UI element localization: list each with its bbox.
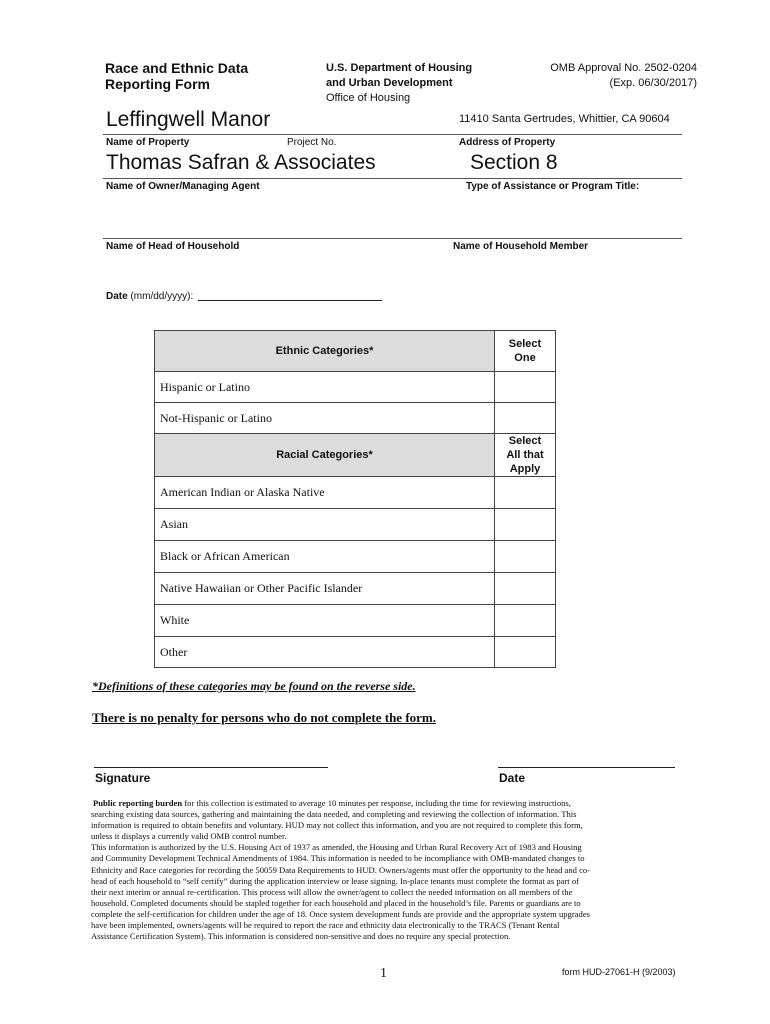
definitions-note: *Definitions of these categories may be found on the reverse side. (92, 679, 416, 693)
table-row (155, 573, 556, 605)
property-address-value[interactable]: 11410 Santa Gertrudes, Whittier, CA 90604 (459, 113, 670, 125)
ethnic-option-hispanic: Hispanic or Latino (155, 372, 495, 403)
race-checkbox-pacific-islander[interactable] (495, 573, 556, 605)
property-address-label: Address of Property (459, 137, 556, 148)
racial-select-line2: All that (506, 449, 544, 461)
household-member-label: Name of Household Member (453, 241, 589, 252)
racial-header-row (155, 434, 556, 477)
form-title (105, 60, 248, 92)
racial-select-line3: Apply (509, 463, 541, 475)
assistance-type-label: Type of Assistance or Program Title: (466, 181, 640, 192)
table-row (155, 637, 556, 668)
ethnic-header-row (155, 331, 556, 372)
burden-line-3: unless it displays a currently valid OMB control number. (91, 831, 287, 842)
race-checkbox-white[interactable] (495, 605, 556, 637)
form-number: form HUD-27061-H (9/2003) (562, 967, 676, 977)
property-name-value[interactable]: Leffingwell Manor (106, 108, 271, 131)
race-option-other: Other (155, 637, 495, 668)
owner-name-label: Name of Owner/Managing Agent (106, 181, 260, 192)
department-line3: Office of Housing (326, 92, 411, 104)
race-option-black: Black or African American (155, 541, 495, 573)
penalty-note: There is no penalty for persons who do not complete the form. (92, 710, 437, 725)
table-row (155, 541, 556, 573)
ethnic-categories-header: Ethnic Categories* (155, 331, 495, 372)
date-label (106, 291, 193, 302)
signature-date-label: Date (499, 771, 526, 785)
burden-statement (91, 798, 696, 942)
project-number-label: Project No. (287, 137, 337, 148)
burden-line-5: and Community Development Technical Amendments of 1984. This information is needed to be incompliance with OMB-mandated changes to (91, 853, 585, 864)
ethnic-select-header (495, 331, 556, 372)
ethnic-option-not-hispanic: Not-Hispanic or Latino (155, 403, 495, 434)
assistance-type-value[interactable]: Section 8 (470, 151, 558, 174)
burden-line-11: have been implemented, owners/agents will be required to report the race and ethnicity data electronically to the TRACS (Tenant Rental (91, 920, 560, 931)
race-option-asian: Asian (155, 509, 495, 541)
ethnic-checkbox-hispanic[interactable] (495, 372, 556, 403)
table-row (155, 403, 556, 434)
date-label-format: (mm/dd/yyyy): (127, 291, 194, 302)
race-checkbox-black[interactable] (495, 541, 556, 573)
form-title-line2: Reporting Form (105, 76, 210, 92)
categories-table (154, 330, 556, 668)
race-checkbox-american-indian[interactable] (495, 477, 556, 509)
racial-select-line1: Select (508, 435, 542, 447)
burden-line-10: complete the self-certification for children under the age of 18. Once system development funds are provide and the appropriate system upgrades (91, 908, 590, 919)
omb-approval: OMB Approval No. 2502-0204 (550, 62, 697, 74)
department-line1: U.S. Department of Housing (326, 62, 473, 74)
burden-line-4: This information is authorized by the U.S. Housing Act of 1937 as amended, the Housing and Urban Rural Recovery Act of 1983 and Housing (91, 842, 582, 853)
date-label-bold: Date (106, 291, 128, 302)
owner-name-value[interactable]: Thomas Safran & Associates (106, 151, 376, 174)
signature-label: Signature (95, 771, 151, 785)
burden-lead: Public reporting burden (93, 798, 183, 808)
ethnic-select-line2: One (514, 352, 536, 364)
omb-expiration: (Exp. 06/30/2017) (609, 77, 697, 89)
burden-text-0: for this collection is estimated to average 10 minutes per response, including the time for reviewing instructions, (182, 798, 571, 808)
household-input-line[interactable] (103, 238, 682, 239)
race-option-white: White (155, 605, 495, 637)
department-block (326, 61, 472, 106)
burden-line-6: Ethnicity and Race categories for recording the 50059 Data Requirements to HUD. Owners/agents must offer the opportunity to the head and co- (91, 864, 591, 875)
race-option-pacific-islander: Native Hawaiian or Other Pacific Islander (155, 573, 495, 605)
department-line2: and Urban Development (326, 77, 453, 89)
date-input-line[interactable] (198, 300, 382, 301)
page-number: 1 (380, 966, 387, 981)
burden-line-9: household. Completed documents should be stapled together for each household and placed in the household’s file. Parents or guardians are to (91, 897, 581, 908)
race-checkbox-asian[interactable] (495, 509, 556, 541)
signature-line[interactable] (94, 767, 328, 768)
property-divider (103, 134, 682, 135)
table-row (155, 509, 556, 541)
ethnic-checkbox-not-hispanic[interactable] (495, 403, 556, 434)
race-option-american-indian: American Indian or Alaska Native (155, 477, 495, 509)
racial-select-header (495, 434, 556, 477)
racial-categories-header: Racial Categories* (155, 434, 495, 477)
burden-line-1: searching existing data sources, gathering and maintaining the data needed, and completing and reviewing the collection of information. This (91, 809, 577, 820)
burden-line-7: head of each household to “self certify” during the application interview or lease signing. In-place tenants must complete the format as part of (91, 875, 580, 886)
race-checkbox-other[interactable] (495, 637, 556, 668)
table-row (155, 477, 556, 509)
table-row (155, 605, 556, 637)
ethnic-select-line1: Select (508, 338, 542, 350)
property-name-label: Name of Property (106, 137, 190, 148)
burden-line-0 (91, 798, 696, 809)
table-row (155, 372, 556, 403)
owner-divider (103, 178, 682, 179)
omb-block (550, 61, 697, 91)
head-of-household-label: Name of Head of Household (106, 241, 240, 252)
signature-date-line[interactable] (498, 767, 675, 768)
burden-line-12: Assistance Certification System). This information is considered non-sensitive and does no require any special protection. (91, 931, 511, 942)
form-title-line1: Race and Ethnic Data (105, 60, 249, 76)
burden-line-2: information is required to obtain benefits and voluntary. HUD may not collect this information, and you are not required to complete this form, (91, 820, 583, 831)
burden-line-8: their next interim or annual re-certification. This process will allow the owner/agent to collect the needed information on all members of the (91, 886, 573, 897)
